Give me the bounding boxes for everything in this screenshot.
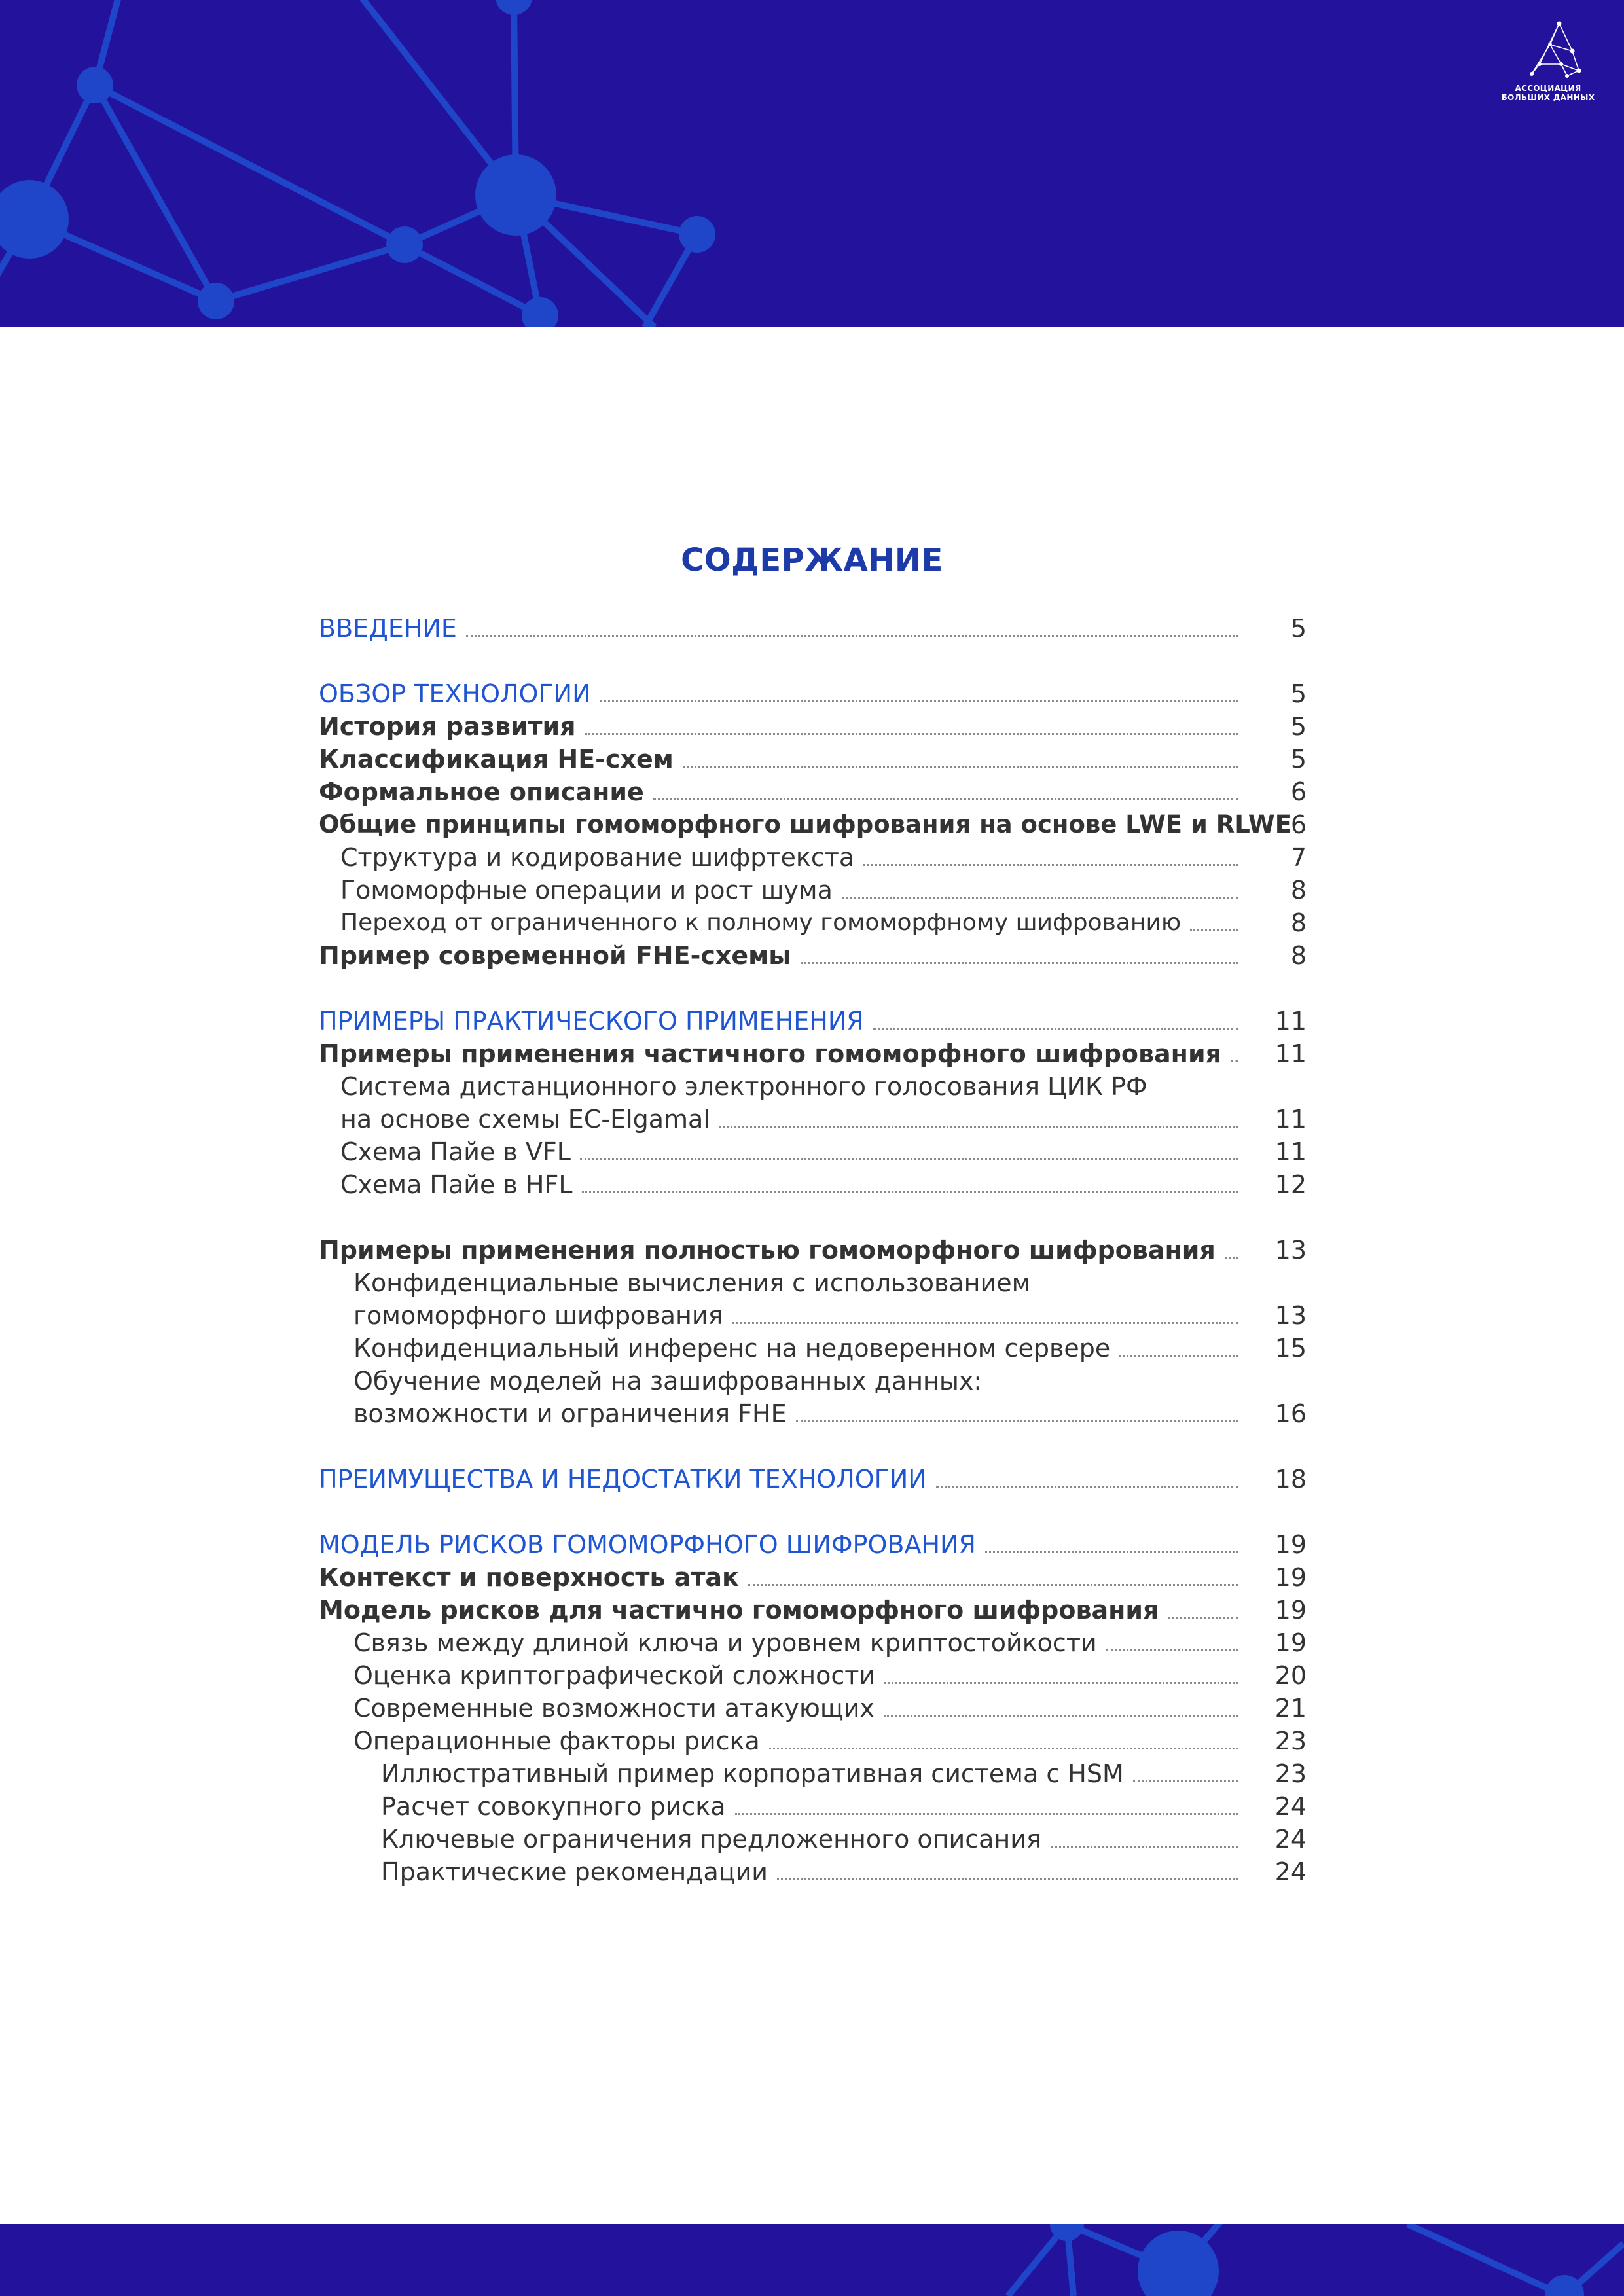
toc-entry-text: Переход от ограниченного к полному гомоморфному шифрованию (340, 909, 1182, 936)
footer-network-graphic (0, 2224, 1624, 2296)
toc-entry[interactable] (340, 1168, 1242, 1201)
dot-leader (683, 766, 1238, 768)
toc-entry[interactable] (319, 710, 1242, 743)
toc-page-number: 11 (1274, 1039, 1307, 1068)
dot-leader (985, 1551, 1238, 1553)
toc-page-number: 24 (1274, 1825, 1307, 1854)
toc-page-number: 6 (1290, 810, 1307, 839)
toc-entry[interactable] (353, 1626, 1242, 1659)
toc-entry[interactable] (340, 906, 1242, 939)
toc-entry-text: Общие принципы гомоморфного шифрования на основе LWE и RLWE (319, 810, 1292, 838)
toc-page-number: 13 (1274, 1236, 1307, 1265)
toc-page-number: 20 (1274, 1661, 1307, 1690)
toc-entry-text: Пример современной FHE-схемы (319, 941, 791, 970)
toc-entry-text: ВВЕДЕНИЕ (319, 614, 457, 643)
toc-entry[interactable] (319, 743, 1242, 776)
toc-entry-text: Гомоморфные операции и рост шума (340, 876, 833, 905)
toc-page-number: 11 (1274, 1138, 1307, 1166)
toc-page-number: 5 (1290, 614, 1307, 643)
toc-entry[interactable] (353, 1397, 1242, 1430)
toc-entry-text: Конфиденциальный инференс на недоверенном сервере (353, 1334, 1111, 1363)
dot-leader (653, 798, 1238, 800)
toc-entry[interactable] (319, 1561, 1242, 1594)
toc-entry-text: Примеры применения частичного гомоморфного шифрования (319, 1039, 1221, 1068)
toc-entry-text: Модель рисков для частично гомоморфного шифрования (319, 1596, 1159, 1624)
dot-leader (1168, 1617, 1238, 1619)
dot-leader (1119, 1355, 1238, 1357)
toc-entry[interactable] (319, 1463, 1242, 1496)
toc-entry[interactable] (353, 1692, 1242, 1725)
dot-leader (936, 1486, 1238, 1488)
dot-leader (796, 1420, 1238, 1422)
toc-page-number: 6 (1290, 778, 1307, 806)
logo-line-2: БОЛЬШИХ ДАННЫХ (1501, 93, 1595, 102)
dot-leader (1051, 1846, 1238, 1848)
toc-page-number: 12 (1274, 1170, 1307, 1199)
toc-entry[interactable] (340, 1103, 1242, 1136)
toc-entry-text: гомоморфного шифрования (353, 1301, 723, 1330)
dot-leader (1231, 1060, 1238, 1062)
toc-entry[interactable] (381, 1790, 1242, 1823)
toc-entry-text: Система дистанционного электронного голосования ЦИК РФ (340, 1072, 1147, 1101)
toc-entry-text: Схема Пайе в VFL (340, 1138, 571, 1166)
toc-entry-text: Обучение моделей на зашифрованных данных: (353, 1367, 983, 1395)
toc-entry[interactable] (340, 841, 1242, 874)
dot-leader (873, 1028, 1238, 1030)
toc-entry-text: Связь между длиной ключа и уровнем криптостойкости (353, 1628, 1097, 1657)
toc-entry[interactable] (340, 874, 1242, 906)
toc-page-number: 16 (1274, 1399, 1307, 1428)
toc-entry-text: Расчет совокупного риска (381, 1792, 726, 1821)
toc-entry[interactable] (381, 1856, 1242, 1888)
toc-entry-text: на основе схемы EC-Elgamal (340, 1105, 710, 1134)
toc-page-number: 11 (1274, 1105, 1307, 1134)
toc-page-number: 8 (1290, 876, 1307, 905)
toc-entry[interactable] (319, 1037, 1242, 1070)
toc-entry-text: Операционные факторы риска (353, 1727, 760, 1755)
dot-leader (863, 864, 1238, 866)
toc-page-number: 13 (1274, 1301, 1307, 1330)
toc-page-number: 21 (1274, 1694, 1307, 1723)
toc-entry-text: Современные возможности атакующих (353, 1694, 875, 1723)
dot-leader (1106, 1649, 1238, 1651)
dot-leader (732, 1322, 1238, 1324)
dot-leader (600, 700, 1239, 702)
toc-entry[interactable] (381, 1823, 1242, 1856)
toc-page-number: 19 (1274, 1563, 1307, 1592)
toc-title: СОДЕРЖАНИЕ (681, 542, 943, 579)
toc-page-number: 19 (1274, 1628, 1307, 1657)
network-graphic (0, 0, 1624, 327)
logo-constellation-icon (1499, 18, 1597, 84)
toc-entry[interactable] (319, 776, 1242, 808)
dot-leader (777, 1878, 1238, 1880)
toc-page-number: 23 (1274, 1727, 1307, 1755)
toc-entry[interactable] (353, 1266, 1242, 1299)
toc-entry[interactable] (319, 808, 1292, 841)
toc-page-number: 19 (1274, 1596, 1307, 1624)
logo-line-1: АССОЦИАЦИЯ (1515, 84, 1581, 93)
toc-entry-text: ПРИМЕРЫ ПРАКТИЧЕСКОГО ПРИМЕНЕНИЯ (319, 1007, 864, 1035)
toc-entry[interactable] (319, 1005, 1242, 1037)
toc-entry[interactable] (353, 1725, 1242, 1757)
toc-entry-text: Классификация HE-схем (319, 745, 674, 774)
toc-page-number: 24 (1274, 1792, 1307, 1821)
toc-entry[interactable] (353, 1365, 1242, 1397)
dot-leader (585, 733, 1238, 735)
dot-leader (719, 1126, 1238, 1128)
dot-leader (801, 962, 1238, 964)
toc-page-number: 19 (1274, 1530, 1307, 1559)
dot-leader (884, 1682, 1238, 1684)
toc-entry-text: Контекст и поверхность атак (319, 1563, 739, 1592)
toc-page-number: 5 (1290, 679, 1307, 708)
toc-page-number: 15 (1274, 1334, 1307, 1363)
toc-page-number: 24 (1274, 1857, 1307, 1886)
toc-entry-text: Конфиденциальные вычисления с использованием (353, 1268, 1031, 1297)
toc-entry-text: ОБЗОР ТЕХНОЛОГИИ (319, 679, 591, 708)
toc-entry[interactable] (319, 1594, 1242, 1626)
toc-entry[interactable] (319, 939, 1242, 972)
toc-entry[interactable] (353, 1299, 1242, 1332)
dot-leader (582, 1191, 1238, 1193)
toc-entry-text: Оценка криптографической сложности (353, 1661, 876, 1690)
dot-leader (884, 1715, 1238, 1717)
toc-entry-text: Структура и кодирование шифртекста (340, 843, 855, 872)
dot-leader (842, 897, 1238, 899)
dot-leader (466, 635, 1238, 637)
toc-entry[interactable] (319, 1528, 1242, 1561)
footer-band (0, 2224, 1624, 2296)
dot-leader (735, 1813, 1238, 1815)
toc-entry[interactable] (319, 1234, 1242, 1266)
toc-entry[interactable] (353, 1332, 1242, 1365)
header-band (0, 0, 1624, 327)
toc-entry-text: Иллюстративный пример корпоративная система с HSM (381, 1759, 1124, 1788)
toc-entry[interactable] (340, 1070, 1242, 1103)
toc-page-number: 8 (1290, 908, 1307, 937)
toc-entry-text: Схема Пайе в HFL (340, 1170, 573, 1199)
dot-leader (1190, 929, 1238, 931)
dot-leader (748, 1584, 1238, 1586)
toc-page-number: 7 (1290, 843, 1307, 872)
toc-page-number: 23 (1274, 1759, 1307, 1788)
toc-page-number: 8 (1290, 941, 1307, 970)
toc-page-number: 11 (1274, 1007, 1307, 1035)
dot-leader (769, 1748, 1238, 1749)
toc-page-number: 18 (1274, 1465, 1307, 1494)
toc-entry-text: МОДЕЛЬ РИСКОВ ГОМОМОРФНОГО ШИФРОВАНИЯ (319, 1530, 976, 1559)
toc-entry-text: ПРЕИМУЩЕСТВА И НЕДОСТАТКИ ТЕХНОЛОГИИ (319, 1465, 927, 1494)
toc-entry-text: Формальное описание (319, 778, 644, 806)
toc-entry[interactable] (381, 1757, 1242, 1790)
toc-entry-text: История развития (319, 712, 576, 741)
toc-entry[interactable] (340, 1136, 1242, 1168)
toc-page-number: 5 (1290, 745, 1307, 774)
toc-entry-text: Практические рекомендации (381, 1857, 768, 1886)
toc-entry-text: Ключевые ограничения предложенного описания (381, 1825, 1041, 1854)
toc-page-number: 5 (1290, 712, 1307, 741)
toc-entry-text: возможности и ограничения FHE (353, 1399, 787, 1428)
dot-leader (1133, 1780, 1238, 1782)
toc-entry[interactable] (353, 1659, 1242, 1692)
dot-leader (1225, 1257, 1238, 1259)
dot-leader (580, 1158, 1238, 1160)
toc-entry[interactable] (319, 677, 1242, 710)
toc-entry[interactable] (319, 612, 1242, 645)
toc-entry-text: Примеры применения полностью гомоморфного шифрования (319, 1236, 1216, 1265)
association-logo (1499, 18, 1597, 107)
